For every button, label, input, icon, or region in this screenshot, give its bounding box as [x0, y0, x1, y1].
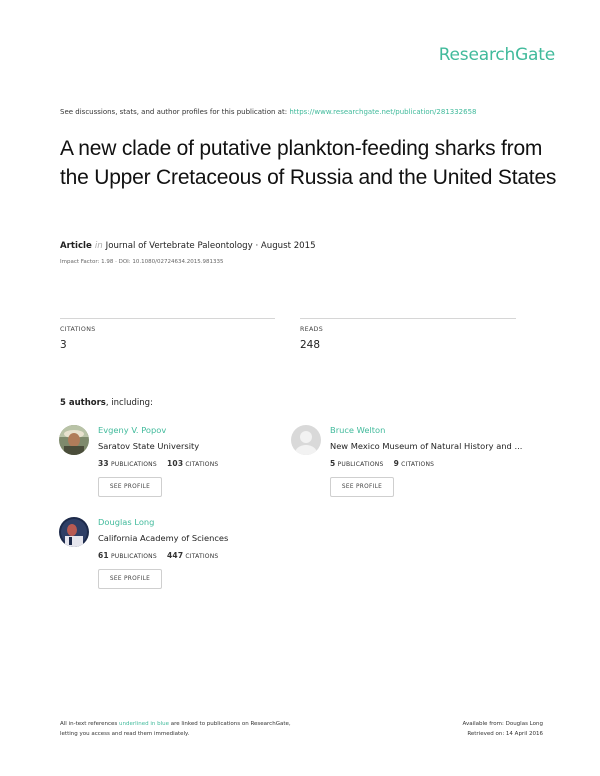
publications-label: PUBLICATIONS	[110, 461, 157, 468]
avatar-placeholder-icon[interactable]	[291, 425, 321, 455]
see-profile-button[interactable]: SEE PROFILE	[98, 569, 162, 589]
in-label: in	[94, 241, 103, 251]
underlined-in-blue-text: underlined in blue	[119, 721, 169, 727]
citations-label: CITATIONS	[401, 461, 435, 468]
author-institution: New Mexico Museum of Natural History and ...	[330, 441, 523, 451]
retrieved-on: Retrieved on: 14 April 2016	[467, 731, 543, 737]
author-name[interactable]: Evgeny V. Popov	[98, 425, 167, 435]
author-card-long	[59, 517, 289, 592]
footer-text: are linked to publications on ResearchGate,	[170, 721, 291, 727]
article-type: Article	[60, 241, 92, 251]
see-profile-button[interactable]: SEE PROFILE	[98, 477, 162, 497]
article-title: A new clade of putative plankton-feeding sharks from the Upper Cretaceous of Russia and the United States	[60, 137, 557, 189]
impact-doi: Impact Factor: 1.98 · DOI: 10.1080/02724634.2015.981335	[60, 259, 224, 265]
footer-line-1	[60, 719, 291, 729]
citations-label: CITATIONS	[185, 553, 219, 560]
footer-note	[60, 719, 291, 739]
author-stats	[98, 459, 218, 468]
reads-value: 248	[300, 339, 321, 351]
avatar-popov[interactable]	[59, 425, 89, 455]
authors-count: 5 authors	[60, 398, 106, 408]
authors-heading	[60, 398, 153, 408]
author-stats	[330, 459, 434, 468]
footer-text: All in-text references	[60, 721, 118, 727]
publications-label: PUBLICATIONS	[110, 553, 157, 560]
author-institution: Saratov State University	[98, 441, 200, 451]
publication-link[interactable]: https://www.researchgate.net/publication/281332658	[289, 108, 477, 116]
citations-value: 3	[60, 339, 67, 351]
publications-label: PUBLICATIONS	[337, 461, 384, 468]
retrieval-info	[463, 719, 543, 739]
citations-divider	[60, 318, 275, 319]
author-card-welton	[291, 425, 536, 500]
citations-count: 9	[393, 459, 399, 468]
author-card-popov	[59, 425, 289, 500]
publications-count: 33	[98, 459, 109, 468]
available-from: Available from: Douglas Long	[462, 721, 543, 727]
author-stats	[98, 551, 218, 560]
author-institution: California Academy of Sciences	[98, 533, 229, 543]
citations-count: 447	[166, 551, 184, 560]
citations-label: CITATIONS	[60, 326, 96, 333]
footer-line-2: letting you access and read them immediately.	[60, 731, 190, 737]
journal-name[interactable]: Journal of Vertebrate Paleontology · August 2015	[105, 241, 316, 251]
author-name[interactable]: Bruce Welton	[330, 425, 386, 435]
authors-suffix: , including:	[105, 398, 153, 408]
avatar-long[interactable]	[59, 517, 89, 547]
publications-count: 61	[98, 551, 109, 560]
author-name[interactable]: Douglas Long	[98, 517, 155, 527]
article-meta	[60, 241, 316, 251]
reads-label: READS	[300, 326, 324, 333]
citations-label: CITATIONS	[185, 461, 219, 468]
see-profile-button[interactable]: SEE PROFILE	[330, 477, 394, 497]
researchgate-logo[interactable]: ResearchGate	[438, 45, 555, 65]
discussion-text: See discussions, stats, and author profiles for this publication at:	[60, 108, 288, 116]
discussion-note	[60, 108, 477, 116]
citations-count: 103	[166, 459, 184, 468]
reads-divider	[300, 318, 516, 319]
publications-count: 5	[330, 459, 336, 468]
